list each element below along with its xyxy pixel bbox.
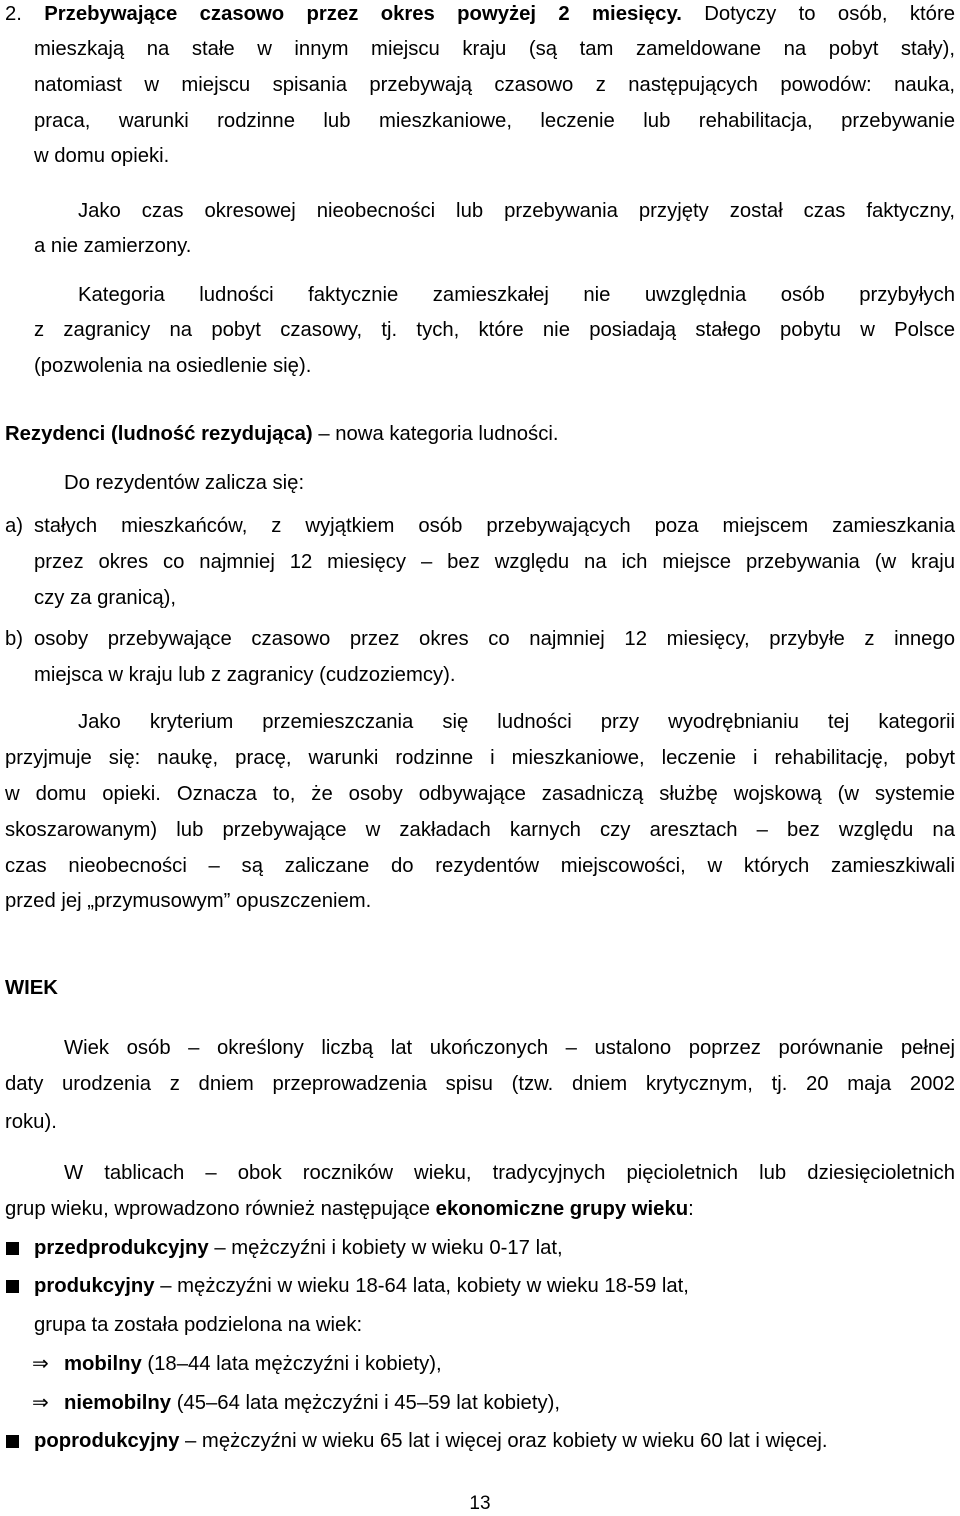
criterion-line3: w domu opieki. Oznacza to, że osoby odbywające zasadniczą służbę wojskową (w systemie <box>5 783 955 805</box>
age-subgroup-item <box>64 1390 560 1416</box>
criterion-line2: przyjmuje się: naukę, pracę, warunki rodzinne i mieszkaniowe, leczenie i rehabilitację, pobyt <box>5 747 955 769</box>
age-subgroup-term: mobilny <box>64 1353 142 1375</box>
page-number: 13 <box>469 1493 491 1514</box>
age-subgroup-item <box>64 1351 442 1377</box>
item-b-line2: miejsca w kraju lub z zagranicy (cudzoziemcy). <box>34 664 456 686</box>
residents-intro: Do rezydentów zalicza się: <box>64 472 305 494</box>
square-bullet-icon <box>6 1435 19 1448</box>
age-group-item <box>34 1273 689 1299</box>
residents-heading-rest: – nowa kategoria ludności. <box>318 423 559 445</box>
criterion-line4: skoszarowanym) lub przebywające w zakładach karnych czy aresztach – bez względu na <box>5 819 955 841</box>
groups-line2-text: grup wieku, wprowadzono również następujące <box>5 1198 431 1220</box>
item-a-line1: stałych mieszkańców, z wyjątkiem osób przebywających poza miejscem zamieszkania <box>34 515 955 537</box>
item-b-line1: osoby przebywające czasowo przez okres co najmniej 12 miesięcy, przybyłe z innego <box>34 628 955 650</box>
criterion-line6: przed jej „przymusowym” opuszczeniem. <box>5 890 372 912</box>
age-group-item <box>34 1428 828 1454</box>
age-def-line3: roku). <box>5 1111 57 1133</box>
section2-line5: w domu opieki. <box>34 145 170 167</box>
square-bullet-icon <box>6 1280 19 1293</box>
item-a-line2: przez okres co najmniej 12 miesięcy – bez względu na ich miejsce przebywania (w kraju <box>34 551 955 573</box>
age-heading-text: WIEK <box>5 977 58 999</box>
double-arrow-icon: ⇒ <box>32 1353 49 1375</box>
section-title: Przebywające czasowo przez okres powyżej 2 miesięcy. <box>44 3 682 25</box>
residents-heading: Rezydenci (ludność rezydująca) <box>5 423 313 445</box>
criterion-line5: czas nieobecności – są zaliczane do rezydentów miejscowości, w których zamieszkiwali <box>5 855 955 877</box>
category-para-line1: Kategoria ludności faktycznie zamieszkałej nie uwzględnia osób przybyłych <box>78 284 955 306</box>
section2-line3: natomiast w miejscu spisania przebywają czasowo z następujących powodów: nauka, <box>34 74 955 96</box>
age-group-term: produkcyjny <box>34 1275 155 1297</box>
section2-text: Dotyczy to osób, które <box>704 3 955 25</box>
criterion-line1: Jako kryterium przemieszczania się ludności przy wyodrębnianiu tej kategorii <box>78 711 955 733</box>
groups-line1: W tablicach – obok roczników wieku, tradycyjnych pięcioletnich lub dziesięcioletnich <box>64 1162 955 1184</box>
residents-heading-line <box>5 421 955 447</box>
age-def-line2: daty urodzenia z dniem przeprowadzenia spisu (tzw. dniem krytycznym, tj. 20 maja 2002 <box>5 1073 955 1095</box>
section-marker: 2. <box>5 3 22 25</box>
section2-line4: praca, warunki rodzinne lub mieszkaniowe, leczenie lub rehabilitacja, przebywanie <box>34 110 955 132</box>
economic-age-groups-term: ekonomiczne grupy wieku <box>435 1198 689 1220</box>
age-subgroup-desc: (45–64 lata mężczyźni i 45–59 lat kobiety), <box>176 1392 560 1414</box>
age-group-desc: – mężczyźni i kobiety w wieku 0-17 lat, <box>214 1237 563 1259</box>
age-group-desc: – mężczyźni w wieku 18-64 lata, kobiety w wieku 18-59 lat, <box>160 1275 689 1297</box>
age-group-term: przedprodukcyjny <box>34 1237 209 1259</box>
double-arrow-icon: ⇒ <box>32 1392 49 1414</box>
section2-line2: mieszkają na stałe w innym miejscu kraju (są tam zameldowane na pobyt stały), <box>34 38 955 60</box>
section2-line1 <box>5 1 955 27</box>
category-para-line3: (pozwolenia na osiedlenie się). <box>34 355 312 377</box>
subgroup-intro: grupa ta została podzielona na wiek: <box>34 1314 363 1336</box>
item-b-marker: b) <box>5 628 24 650</box>
age-group-term: poprodukcyjny <box>34 1430 180 1452</box>
square-bullet-icon <box>6 1242 19 1255</box>
age-def-line1: Wiek osób – określony liczbą lat ukończonych – ustalono poprzez porównanie pełnej <box>64 1037 955 1059</box>
item-a-marker: a) <box>5 515 24 537</box>
age-group-desc: – mężczyźni w wieku 65 lat i więcej oraz kobiety w wieku 60 lat i więcej. <box>185 1430 828 1452</box>
age-group-item <box>34 1235 563 1261</box>
groups-line2-colon: : <box>688 1198 694 1220</box>
age-subgroup-desc: (18–44 lata mężczyźni i kobiety), <box>147 1353 442 1375</box>
time-para-line1: Jako czas okresowej nieobecności lub przebywania przyjęty został czas faktyczny, <box>78 200 955 222</box>
item-a-line3: czy za granicą), <box>34 587 177 609</box>
time-para-line2: a nie zamierzony. <box>34 235 192 257</box>
age-heading <box>5 975 955 1001</box>
category-para-line2: z zagranicy na pobyt czasowy, tj. tych, które nie posiadają stałego pobytu w Polsce <box>34 319 955 341</box>
age-subgroup-term: niemobilny <box>64 1392 172 1414</box>
groups-line2 <box>5 1196 955 1222</box>
